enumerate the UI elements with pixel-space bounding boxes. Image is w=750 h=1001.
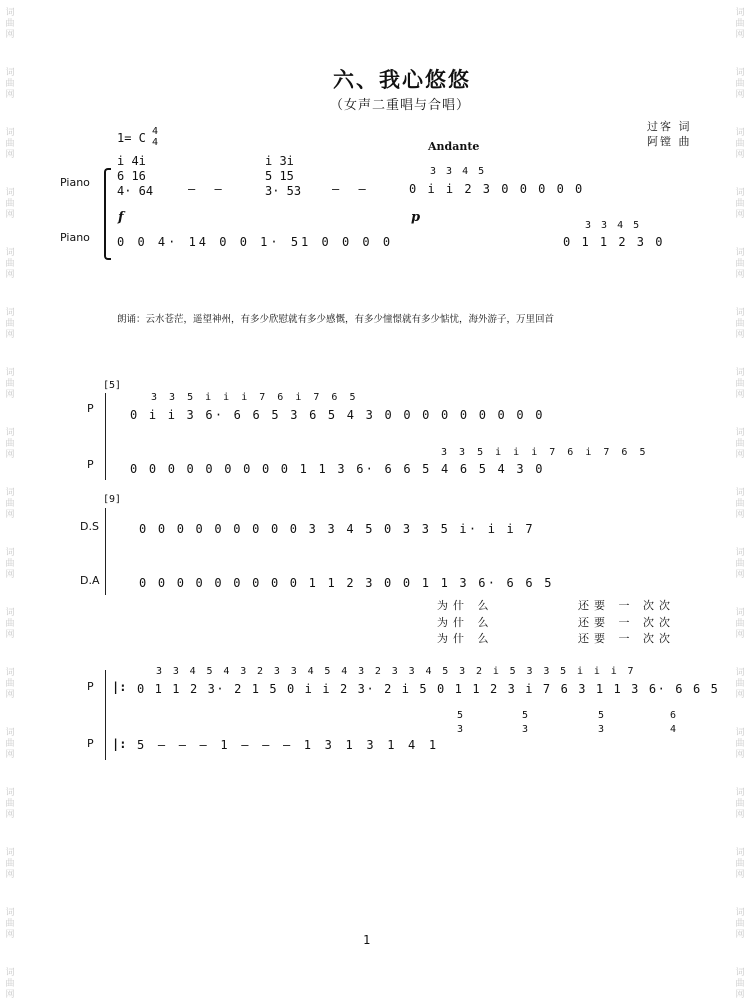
lyric-line: 还要 一 次次 (578, 632, 675, 645)
recitation-text: 朗诵：云水苍茫，遥望神州，有多少欣慰就有多少感慨，有多少憧憬就有多少惦忧，海外游子，万里回首 (117, 314, 555, 325)
watermark-text: 词曲网 (735, 248, 745, 280)
chord-note-upper: 5 (457, 710, 464, 721)
composer: 阿镗 曲 (647, 135, 692, 148)
melody-bottom: 0 1 1 2 3 0 (563, 235, 665, 249)
system-line (105, 670, 106, 760)
page-title: 六、我心悠悠 (333, 68, 471, 92)
bass-line: 0 0 4· 14 0 0 1· 51 0 0 0 0 (117, 235, 394, 249)
time-signature-bottom: 4 (152, 137, 159, 148)
watermark-text: 词曲网 (5, 728, 15, 760)
bass-line: 5 — — — 1 — — — 1 3 1 3 1 4 1 (137, 738, 440, 752)
repeat-sign-bottom: |: (112, 737, 127, 751)
lyric-line: 为什 么 (437, 616, 494, 629)
dynamic-piano: p (411, 210, 421, 225)
watermark-text: 词曲网 (5, 428, 15, 460)
watermark-text: 词曲网 (5, 908, 15, 940)
key-signature: 1= C (117, 131, 146, 145)
watermark-text: 词曲网 (5, 368, 15, 400)
watermark-text: 词曲网 (5, 788, 15, 820)
watermark-text: 词曲网 (735, 428, 745, 460)
upper-notes-bottom: 3 3 5 i i i 7 6 i 7 6 5 (441, 447, 649, 458)
watermark-text: 词曲网 (735, 188, 745, 220)
chord-note-middle: 3 (598, 724, 605, 735)
staff-label-da: D.A (80, 574, 100, 587)
upper-notes-top: 3 3 5 i i i 7 6 i 7 6 5 (151, 392, 359, 403)
lyricist: 过客 词 (647, 120, 692, 133)
watermark-text: 词曲网 (735, 908, 745, 940)
watermark-text: 词曲网 (735, 548, 745, 580)
system-brace (104, 168, 111, 260)
watermark-text: 词曲网 (5, 548, 15, 580)
page-number: 1 (363, 933, 371, 947)
watermark-text: 词曲网 (735, 668, 745, 700)
watermark-text: 词曲网 (5, 128, 15, 160)
upper-notes-top: 3 3 4 5 (430, 166, 487, 177)
watermark-text: 词曲网 (735, 368, 745, 400)
watermark-text: 词曲网 (735, 728, 745, 760)
melody-top: 0 i i 3 6· 6 6 5 3 6 5 4 3 0 0 0 0 0 0 0 0 0 (130, 408, 545, 422)
watermark-text: 词曲网 (5, 668, 15, 700)
system-line (105, 393, 106, 480)
watermark-text: 词曲网 (5, 608, 15, 640)
melody-ds: 0 0 0 0 0 0 0 0 0 3 3 4 5 0 3 3 5 i· i i 7 (139, 522, 535, 536)
chord-note-middle: 3 (457, 724, 464, 735)
staff-label-ds: D.S (80, 520, 99, 533)
lyric-line: 还要 一 次次 (578, 616, 675, 629)
watermark-text: 词曲网 (735, 68, 745, 100)
watermark-text: 词曲网 (735, 488, 745, 520)
dynamic-forte: f (118, 210, 124, 225)
chord-note-middle: 4 (670, 724, 677, 735)
chord-1: i 4i 6 16 4· 64 (117, 154, 154, 198)
chord-2: i 3i 5 15 3· 53 (265, 154, 302, 198)
melody-top: 0 i i 2 3 0 0 0 0 0 (409, 182, 585, 196)
time-signature-top: 4 (152, 126, 159, 137)
watermark-text: 词曲网 (735, 308, 745, 340)
measure-number-9: [9] (103, 494, 122, 505)
staff-label-piano-top: Piano (60, 176, 90, 189)
watermark-text: 词曲网 (5, 248, 15, 280)
upper-notes-top: 3 3 4 5 4 3 2 3 3 4 5 4 3 2 3 3 4 5 3 2 i 5 3 3 5 i i i 7 (156, 666, 636, 677)
rests-2: — — (332, 182, 372, 196)
watermark-text: 词曲网 (5, 68, 15, 100)
staff-label-p-top: P (87, 680, 94, 693)
chord-note-upper: 5 (522, 710, 529, 721)
watermark-text: 词曲网 (735, 788, 745, 820)
staff-label-p-bottom: P (87, 458, 94, 471)
tempo-marking: Andante (428, 140, 480, 153)
chord-note-middle: 3 (522, 724, 529, 735)
watermark-text: 词曲网 (735, 8, 745, 40)
lyric-line: 还要 一 次次 (578, 599, 675, 612)
rests-1: — — (188, 182, 228, 196)
watermark-text: 词曲网 (5, 188, 15, 220)
watermark-text: 词曲网 (5, 308, 15, 340)
chord-note-upper: 6 (670, 710, 677, 721)
subtitle: （女声二重唱与合唱） (330, 98, 471, 113)
watermark-text: 词曲网 (5, 8, 15, 40)
staff-label-p-top: P (87, 402, 94, 415)
melody-top: 0 1 1 2 3· 2 1 5 0 i i 2 3· 2 i 5 0 1 1 2 3 i 7 6 3 1 1 3 6· 6 6 5 (137, 682, 720, 696)
system-line (105, 508, 106, 595)
staff-label-piano-bottom: Piano (60, 231, 90, 244)
upper-notes-bottom: 3 3 4 5 (585, 220, 642, 231)
watermark-text: 词曲网 (735, 848, 745, 880)
lyric-line: 为什 么 (437, 599, 494, 612)
watermark-text: 词曲网 (5, 488, 15, 520)
watermark-text: 词曲网 (735, 128, 745, 160)
watermark-text: 词曲网 (735, 968, 745, 1000)
melody-da: 0 0 0 0 0 0 0 0 0 1 1 2 3 0 0 1 1 3 6· 6 6 5 (139, 576, 554, 590)
watermark-text: 词曲网 (5, 848, 15, 880)
lyric-line: 为什 么 (437, 632, 494, 645)
watermark-text: 词曲网 (5, 968, 15, 1000)
staff-label-p-bottom: P (87, 737, 94, 750)
chord-note-upper: 5 (598, 710, 605, 721)
melody-bottom: 0 0 0 0 0 0 0 0 0 1 1 3 6· 6 6 5 4 6 5 4 3 0 (130, 462, 545, 476)
measure-number-5: [5] (103, 380, 122, 391)
repeat-sign-top: |: (112, 680, 127, 694)
watermark-text: 词曲网 (735, 608, 745, 640)
